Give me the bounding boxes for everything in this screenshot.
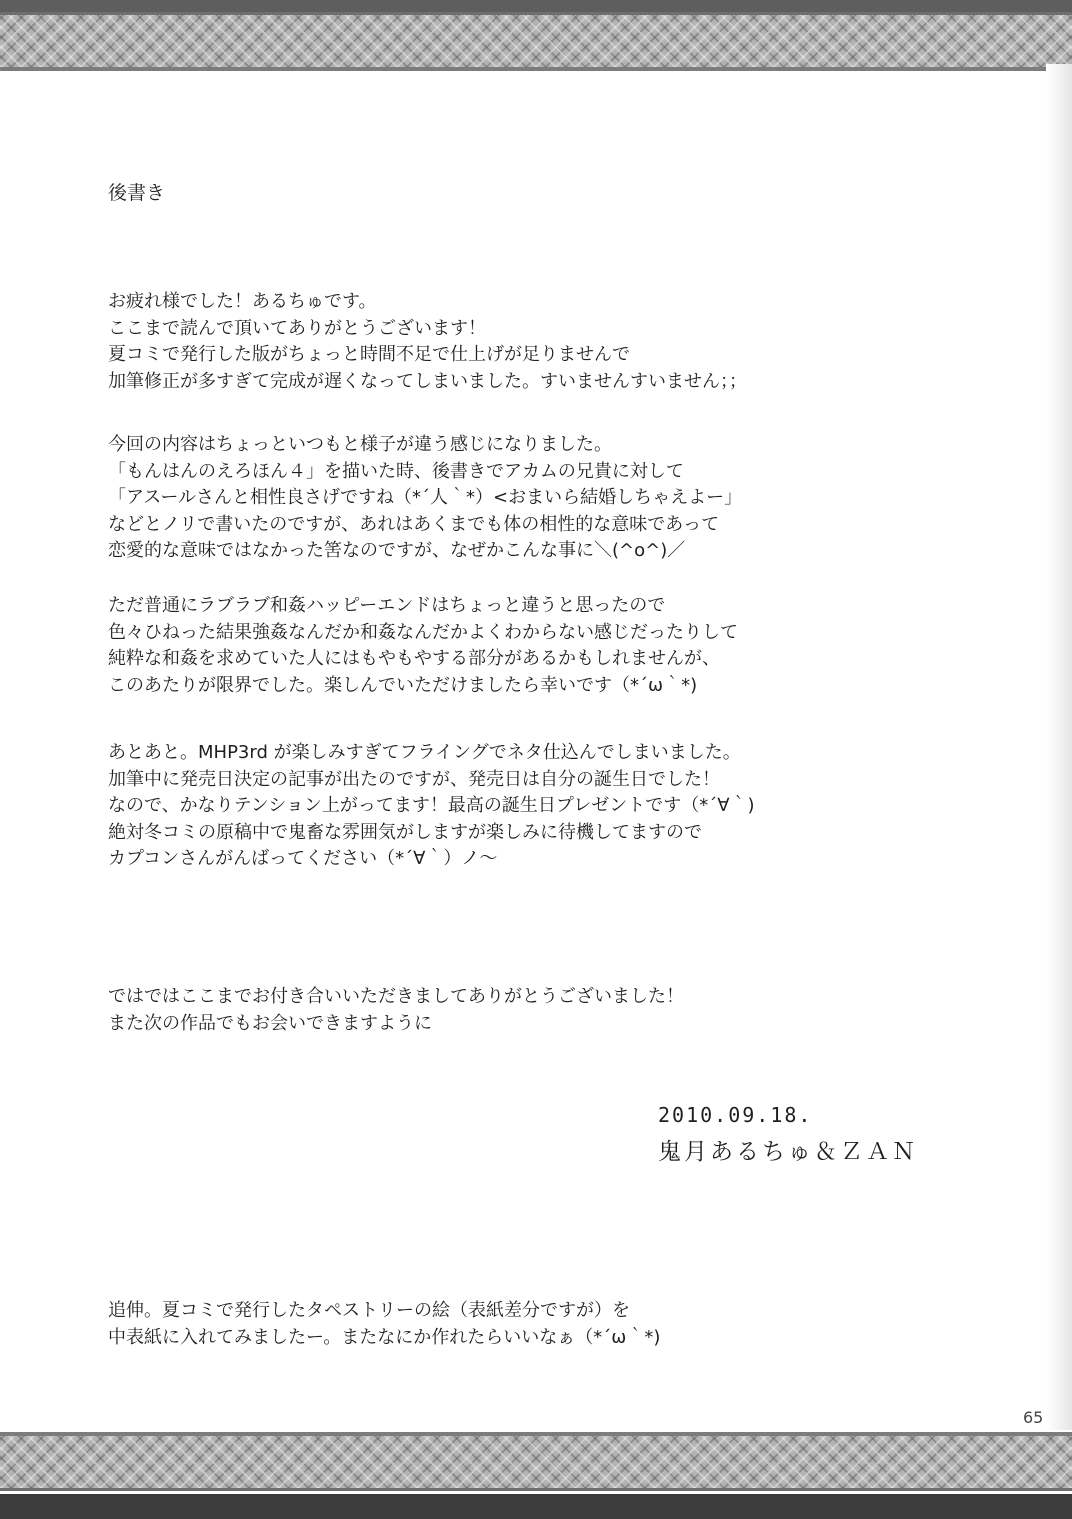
content-paragraph — [108, 432, 742, 565]
text-line: あとあと。MHP3rd が楽しみすぎてフライングでネタ仕込んでしまいました。 — [108, 742, 741, 763]
story-paragraph — [108, 593, 738, 699]
text-line: などとノリで書いたのですが、あれはあくまでも体の相性的な意味であって — [108, 513, 720, 535]
scan-edge-top — [0, 0, 1072, 12]
text-line: ではではここまでお付き合いいただきましてありがとうございました！ — [108, 986, 684, 1007]
text-line: 「アスールさんと相性良さげですね（*´人｀*）<おまいら結婚しちゃえよー」 — [108, 487, 743, 508]
scan-edge-bottom — [0, 1494, 1072, 1519]
top-ornamental-border — [0, 12, 1072, 71]
afterword-title: 後書き — [108, 182, 166, 204]
page-number: 65 — [1023, 1408, 1044, 1427]
text-line: 純粋な和姦を求めていた人にはもやもやする部分があるかもしれませんが、 — [108, 648, 720, 669]
text-line: 今回の内容はちょっといつもと様子が違う感じになりました。 — [108, 434, 612, 455]
text-line: なので、かなりテンション上がってます！最高の誕生日プレゼントです（*´∀｀) — [108, 795, 755, 816]
author-signature: 鬼月あるちゅ＆ＺＡＮ — [658, 1139, 918, 1165]
text-line: 恋愛的な意味ではなかった筈なのですが、なぜかこんな事に＼(^o^)／ — [108, 540, 686, 561]
text-line: ただ普通にラブラブ和姦ハッピーエンドはちょっと違うと思ったので — [108, 595, 666, 616]
text-line: 中表紙に入れてみましたー。またなにか作れたらいいなぁ（*´ω｀*) — [108, 1326, 661, 1348]
postscript-paragraph — [108, 1298, 660, 1351]
mhp3rd-paragraph — [108, 740, 755, 873]
text-line: お疲れ様でした！あるちゅです。 — [108, 291, 377, 312]
greeting-paragraph — [108, 289, 747, 395]
text-line: また次の作品でもお会いできますように — [108, 1012, 432, 1034]
text-line: 色々ひねった結果強姦なんだか和姦なんだかよくわからない感じだったりして — [108, 621, 738, 643]
page-edge-shadow — [1046, 64, 1072, 1430]
text-line: このあたりが限界でした。楽しんでいただけましたら幸いです（*´ω｀*) — [108, 674, 698, 696]
closing-paragraph — [108, 984, 684, 1037]
text-line: カプコンさんがんばってください（*´∀｀）ノ～ — [108, 848, 498, 869]
text-line: 加筆中に発売日決定の記事が出たのですが、発売日は自分の誕生日でした！ — [108, 768, 720, 790]
text-line: 加筆修正が多すぎて完成が遅くなってしまいました。すいませんすいません；； — [108, 370, 747, 392]
text-line: 追伸。夏コミで発行したタペストリーの絵（表紙差分ですが）を — [108, 1300, 630, 1321]
bottom-ornamental-border — [0, 1432, 1072, 1491]
text-line: ここまで読んで頂いてありがとうございます！ — [108, 317, 486, 339]
text-line: 絶対冬コミの原稿中で鬼畜な雰囲気がしますが楽しみに待機してますので — [108, 821, 702, 843]
text-line: 夏コミで発行した版がちょっと時間不足で仕上げが足りませんで — [108, 344, 630, 365]
text-line: 「もんはんのえろほん４」を描いた時、後書きでアカムの兄貴に対して — [108, 460, 684, 482]
date: 2010.09.18. — [658, 1103, 813, 1127]
